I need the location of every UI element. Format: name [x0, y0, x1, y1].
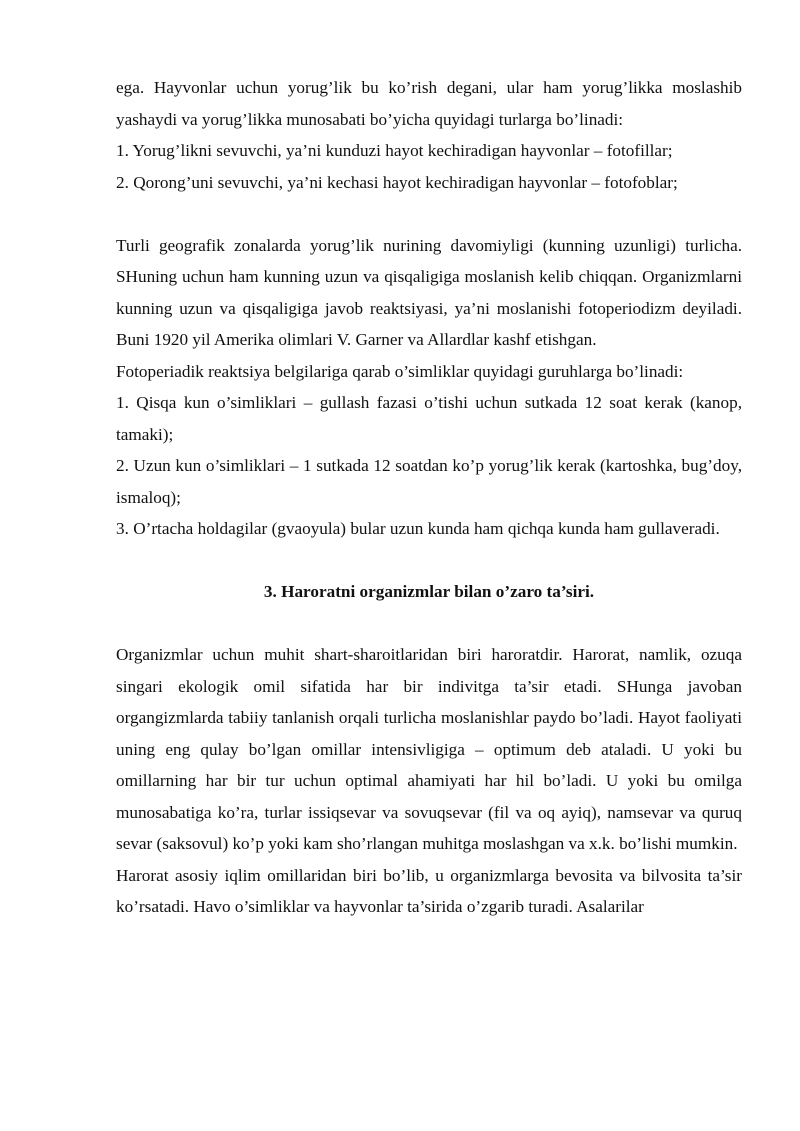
- list-item-photophobes: 2. Qorong’uni sevuvchi, ya’ni kechasi hayot kechiradigan hayvonlar – fotofoblar;: [116, 172, 678, 192]
- paragraph-animal-light: ega. Hayvonlar uchun yorug’lik bu ko’rish degani, ular ham yorug’likka moslashib yashaydi va yorug’likka munosabati bo’yicha quyidagi turlarga bo’linadi:: [116, 78, 742, 129]
- paragraph-gap: [116, 608, 742, 640]
- list-item-neutral-plants: 3. O’rtacha holdagilar (gvaoyula) bular uzun kunda ham qichqa kunda ham gullaveradi.: [116, 519, 720, 538]
- section-heading: 3. Haroratni organizmlar bilan o’zaro ta’siri.: [263, 582, 595, 601]
- document-page: [116, 72, 742, 923]
- list-item-short-day-plants: 1. Qisqa kun o’simliklari – gullash fazasi o’tishi uchun sutkada 12 soat kerak (kanop, tamaki);: [116, 393, 742, 444]
- paragraph-temperature-climate: Harorat asosiy iqlim omillaridan biri bo’lib, u organizmlarga bevosita va bilvosita ta’sir ko’rsatadi. Havo o’simliklar va hayvonlar ta’sirida o’zgarib turadi. Asalarilar: [116, 865, 742, 916]
- list-item-long-day-plants: 2. Uzun kun o’simliklari – 1 sutkada 12 soatdan ko’p yorug’lik kerak (kartoshka, bug’doy, ismaloq);: [116, 456, 742, 507]
- paragraph-temperature-factor: Organizmlar uchun muhit shart-sharoitlaridan biri haroratdir. Harorat, namlik, ozuqa singari ekologik omil sifatida har bir indivitga ta’sir etadi. SHunga javoban organgizmlarda tabiiy tanlanish orqali turlicha moslanishlar paydo bo’ladi. Hayot faoliyati uning eng qulay bo’lgan omillar intensivligiga – optimum deb ataladi. U yoki bu omillarning har bir tur uchun optimal ahamiyati har hil bo’ladi. U yoki bu omilga munosabatiga ko’ra, turlar issiqsevar va sovuqsevar (fil va oq ayiq), namsevar va quruq sevar (saksovul) ko’p yoki kam sho’rlangan muhitga moslashgan va x.k. bo’lishi mumkin.: [116, 645, 742, 853]
- paragraph-gap: [116, 198, 742, 230]
- paragraph-plant-groups-intro: Fotoperiadik reaktsiya belgilariga qarab o’simliklar quyidagi guruhlarga bo’linadi:: [116, 361, 684, 381]
- list-item-photophiles: 1. Yorug’likni sevuvchi, ya’ni kunduzi hayot kechiradigan hayvonlar – fotofillar;: [116, 141, 673, 160]
- paragraph-gap: [116, 545, 742, 577]
- paragraph-photoperiodism: Turli geografik zonalarda yorug’lik nurining davomiyligi (kunning uzunligi) turlicha. SHuning uchun ham kunning uzun va qisqaligiga moslanish kelib chiqqan. Organizmlarni kunning uzun va qisqaligiga javob reaktsiyasi, ya’ni moslanishi fotoperiodizm deyiladi. Buni 1920 yil Amerika olimlari V. Garner va Allardlar kashf etishgan.: [116, 235, 742, 349]
